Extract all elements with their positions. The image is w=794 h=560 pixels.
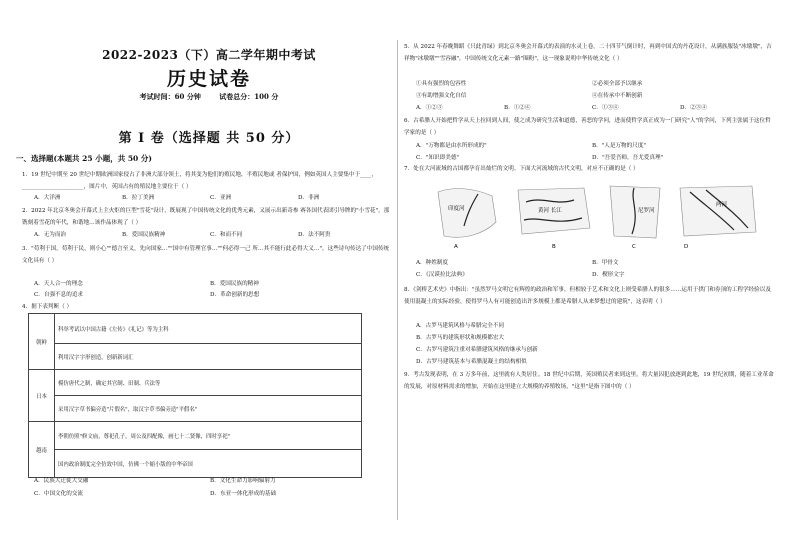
q8-option-b[interactable]: B．古罗马的建筑形状和规模都宏大 [416, 335, 505, 341]
exam-score: 试卷总分：100 分 [219, 92, 279, 101]
left-column [16, 0, 390, 560]
question-9: 9．考古发现表明，在 3 万多年前，这里就有人类居住。18 世纪中后期，英国殖民者来到这里，将大量囚犯放逐到此地，19 世纪初期，随着工业革命的发展，对原材料需求的增加，开始在这里建立大规模的养殖牧场，"这里"是指下图中的（ ） [404, 372, 774, 390]
q2-option-c[interactable]: C．和而不同 [210, 232, 243, 238]
map-a-label: A [454, 244, 458, 250]
map-d [680, 186, 756, 250]
table-cell-country: 越南 [29, 422, 55, 478]
question-1-options [34, 193, 390, 205]
q5-option-a[interactable]: A．①②③ [416, 105, 443, 111]
q8-option-c[interactable]: C．古罗马建筑注重对希腊建筑风格的继承与创新 [416, 347, 538, 353]
table-cell-content: 利用汉字字形创造，创新新词汇 [55, 344, 362, 370]
q6-option-b[interactable]: B．"人是万物的尺度" [592, 143, 647, 149]
q5-option-b[interactable]: B．①②④ [504, 105, 531, 111]
table-row [29, 344, 362, 370]
q1-option-a[interactable]: A．大洋洲 [34, 195, 61, 201]
q7-option-d[interactable]: D．楔形文字 [592, 272, 625, 278]
river-maps-svg [434, 182, 764, 254]
table-row [29, 450, 362, 478]
question-7-options [416, 258, 772, 282]
q3-option-c[interactable]: C．自强不息的追求 [34, 292, 84, 298]
table-cell-content: 采用汉字草书偏旁造"片假名"，取汉字草书偏旁造"平假名" [55, 396, 362, 422]
q5-sub-4: ④在传承中不断创新 [592, 93, 643, 99]
question-1: 1．19 世纪中期至 20 世纪中期欧洲国家侵占了非洲大部分领土，将其变为他们的殖民地、半殖民地或 者保护国，例如英国人主要集中于____，______________________，图片中，英国占有的殖民地主要位于（ ） [22, 172, 377, 190]
map-c-label: C [632, 244, 636, 250]
q5-option-d[interactable]: D．②③④ [680, 105, 707, 111]
question-4-options [34, 476, 390, 500]
q4-option-d[interactable]: D．东亚一体化形成的基础 [210, 491, 277, 497]
question-5: 5．从 2022 年春晚舞蹈《只此青绿》到北京冬奥会开幕式的表演的水灵上卷，二十四节气倒计时，再到中国式的丹花设计，从满族服装"冰墩墩"，吉祥物"冰墩墩""雪容融"，中国传统文化元素一路"圈粉"，这一现象说明中华传统文化（ ） [404, 44, 772, 62]
subject-title: 历史试卷 [166, 68, 251, 90]
river-maps [434, 182, 764, 254]
question-5-options [416, 103, 772, 115]
table-cell-country: 日本 [29, 370, 55, 422]
q4-option-b[interactable]: B．文化生命力影响辐射力 [210, 478, 276, 484]
q8-option-a[interactable]: A．古罗马建筑风格与希腊完全不同 [416, 323, 504, 329]
table-row [29, 422, 362, 450]
question-6-options [416, 141, 772, 165]
question-2-options [34, 230, 390, 242]
exam-title: 2022-2023（下）高二学年期中考试 [102, 48, 316, 62]
table-row [29, 396, 362, 422]
map-b-label: B [552, 244, 556, 250]
q2-option-a[interactable]: A．无为而治 [34, 232, 67, 238]
q6-option-a[interactable]: A．"万物都是由水所形成的" [416, 143, 487, 149]
q1-option-b[interactable]: B．拉丁美洲 [122, 195, 155, 201]
table-cell-content: 科举考试以中国古籍《左传》《礼记》等为主科 [55, 314, 362, 344]
q8-option-d[interactable]: D．古罗马建筑基本与希腊混凝土的结构相似 [416, 359, 527, 365]
q3-option-d[interactable]: D．革命创新的思想 [210, 292, 260, 298]
map-c-text: 尼罗河 [638, 208, 655, 214]
q3-option-b[interactable]: B．爱国民族的精神 [210, 281, 259, 287]
table-row [29, 314, 362, 344]
map-d-text: 两河 [716, 202, 728, 208]
q5-sub-2: ②必须全部予以继承 [592, 81, 643, 87]
q7-option-c[interactable]: C．《汉谟拉比法典》 [416, 272, 468, 278]
q5-sub-3: ③有助增强文化自信 [416, 93, 467, 99]
question-3-options [34, 279, 390, 303]
map-b-text: 黄河 长江 [538, 208, 562, 214]
question-8-options [416, 321, 772, 369]
table-cell-content: 国内政治制度完全仿效中国，仿佛一个缩小版的中华帝国 [55, 450, 362, 478]
question-8: 8．《剑桥艺术史》中指出："虽然罗马文明它有辉煌的政治和军事，但相较于艺术和文化上则受希腊人的很多……运用于拱门和券顶的工程学经验以及使用混凝土的实际经验，使得罗马人有可能创造出许多规模上都是希腊人从来梦想过的建筑"，这表明（ ） [404, 287, 771, 305]
map-a-text: 印度河 [448, 206, 465, 212]
column-divider [397, 40, 398, 520]
section-title: 第 Ⅰ 卷（选择题 共 50 分） [118, 131, 300, 146]
table-cell-country: 朝鲜 [29, 314, 55, 370]
q2-option-d[interactable]: D．法不阿贵 [298, 232, 331, 238]
q2-option-b[interactable]: B．爱国民族精神 [122, 232, 166, 238]
exam-info [28, 92, 390, 102]
map-a [438, 189, 496, 250]
question-7: 7．处在大河流域的古国都孕育出灿烂的文明。下面大河流域的古代文明，对应不正确的是（ ） [404, 166, 639, 172]
q7-option-a[interactable]: A．种姓制度 [416, 260, 449, 266]
question-2: 2．2022 年北京冬奥会开幕式上主火炬的巨型"雪花"设计，既展现了中国传统文化的优秀元素，又展示出新奇参 赛各国代表团引导牌的"小雪花"，那镌刻着雪花的年代，和谐地…该作品体现了（ ） [22, 208, 390, 226]
q1-option-d[interactable]: D．非洲 [298, 195, 320, 201]
map-d-label: D [684, 244, 689, 250]
part-title: 一、选择题(本题共 25 小题，共 50 分) [16, 154, 152, 163]
table-cell-content: 模仿唐代之制，确定其官制、田制、兵法等 [55, 370, 362, 396]
table-row [29, 370, 362, 396]
question-5-subitems [416, 79, 772, 103]
question-4: 4．据下表判断（ ） [22, 304, 73, 310]
q6-option-c[interactable]: C．"知识即美德" [416, 155, 459, 161]
map-c [610, 186, 660, 250]
map-b [518, 188, 590, 250]
q5-option-c[interactable]: C．①③④ [592, 105, 619, 111]
q3-option-a[interactable]: A．天人合一的理念 [34, 281, 83, 287]
q7-option-b[interactable]: B．甲骨文 [592, 260, 619, 266]
question-6: 6．古希腊人开始把哲学从天上拉回到人间，使之成为研究生活和道德，善恶的学问，进而使哲学真正成为一门研究"人"的学问，下列主张属于这位哲学家的是（ ） [404, 118, 771, 136]
exam-time: 考试时间：60 分钟 [139, 92, 201, 101]
table-cell-content: 李朝仿照"修文庙，尊祀孔子，周公及四配像，画七十二贤像，四时享祀" [55, 422, 362, 450]
question-3: 3．"苟利于国，苟利于民，则小心""德言至义，先向国家…""国中有管理官事…""何必得一己 所…其不能行此必得大义…"，这些诗句传达了中国传统文化具有（ ） [22, 246, 390, 264]
q6-option-d[interactable]: D．"吾爱吾师，吾尤爱真理" [592, 155, 664, 161]
exchange-table [28, 313, 362, 478]
q1-option-c[interactable]: C．亚洲 [210, 195, 232, 201]
q5-sub-1: ①具有强烈的包容性 [416, 81, 467, 87]
right-column [404, 0, 776, 560]
q4-option-a[interactable]: A．民族大迁徙大交融 [34, 478, 89, 484]
q4-option-c[interactable]: C．中国文化的交流 [34, 491, 84, 497]
